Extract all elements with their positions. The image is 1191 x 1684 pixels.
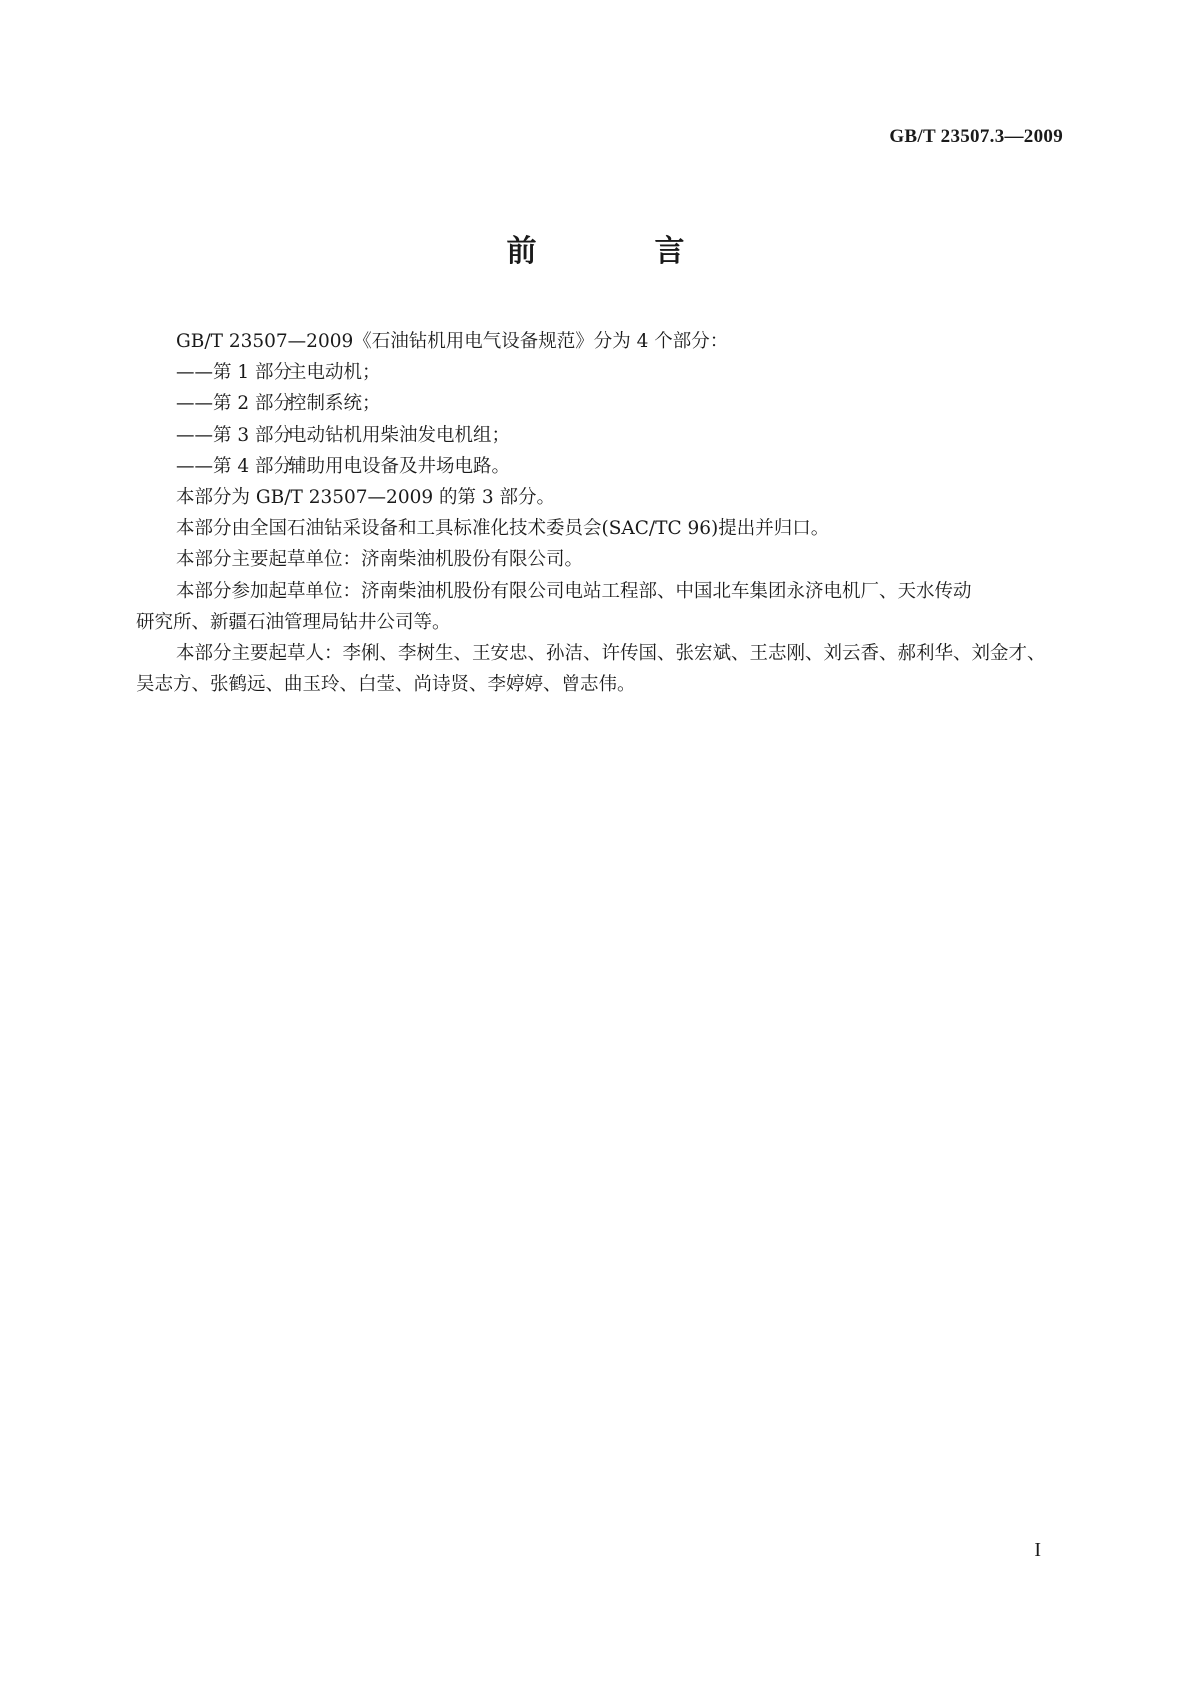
part-label: ——第 2 部分 (176, 393, 293, 415)
intro-paragraph: GB/T 23507—2009《石油钻机用电气设备规范》分为 4 个部分： (176, 331, 729, 352)
part-name: 辅助用电设备及井场电路。 (288, 455, 511, 477)
part-label: ——第 3 部分 (176, 424, 293, 446)
main-drafters-line-1: 本部分主要起草人：李俐、李树生、王安忠、孙洁、许传国、张宏斌、王志刚、刘云香、郝利华、刘金才、 (176, 643, 1046, 665)
main-drafter-unit-statement: 本部分主要起草单位：济南柴油机股份有限公司。 (176, 549, 584, 571)
main-drafters-line-2: 吴志方、张鹤远、曲玉玲、白莹、尚诗贤、李婷婷、曾志伟。 (136, 674, 636, 696)
part-name: 主电动机； (288, 362, 381, 384)
page-title: 前 言 (506, 234, 729, 269)
part-name: 电动钻机用柴油发电机组； (288, 424, 511, 446)
standard-code: GB/T 23507.3—2009 (889, 126, 1063, 147)
part-item-1 (136, 357, 1060, 388)
part-item-3 (136, 420, 1060, 451)
page-number: I (1034, 1539, 1041, 1561)
proposed-by-statement: 本部分由全国石油钻采设备和工具标准化技术委员会(SAC/TC 96)提出并归口。 (176, 518, 830, 540)
part-item-4 (136, 451, 1060, 482)
part-label: ——第 1 部分 (176, 362, 293, 384)
this-part-statement: 本部分为 GB/T 23507—2009 的第 3 部分。 (176, 487, 556, 509)
part-name: 控制系统； (288, 393, 381, 415)
participating-units-line-1: 本部分参加起草单位：济南柴油机股份有限公司电站工程部、中国北车集团永济电机厂、天水传动 (176, 580, 972, 602)
part-item-2 (136, 388, 1060, 419)
part-label: ——第 4 部分 (176, 455, 293, 477)
participating-units-line-2: 研究所、新疆石油管理局钻井公司等。 (136, 611, 451, 633)
foreword-body (136, 326, 1060, 700)
